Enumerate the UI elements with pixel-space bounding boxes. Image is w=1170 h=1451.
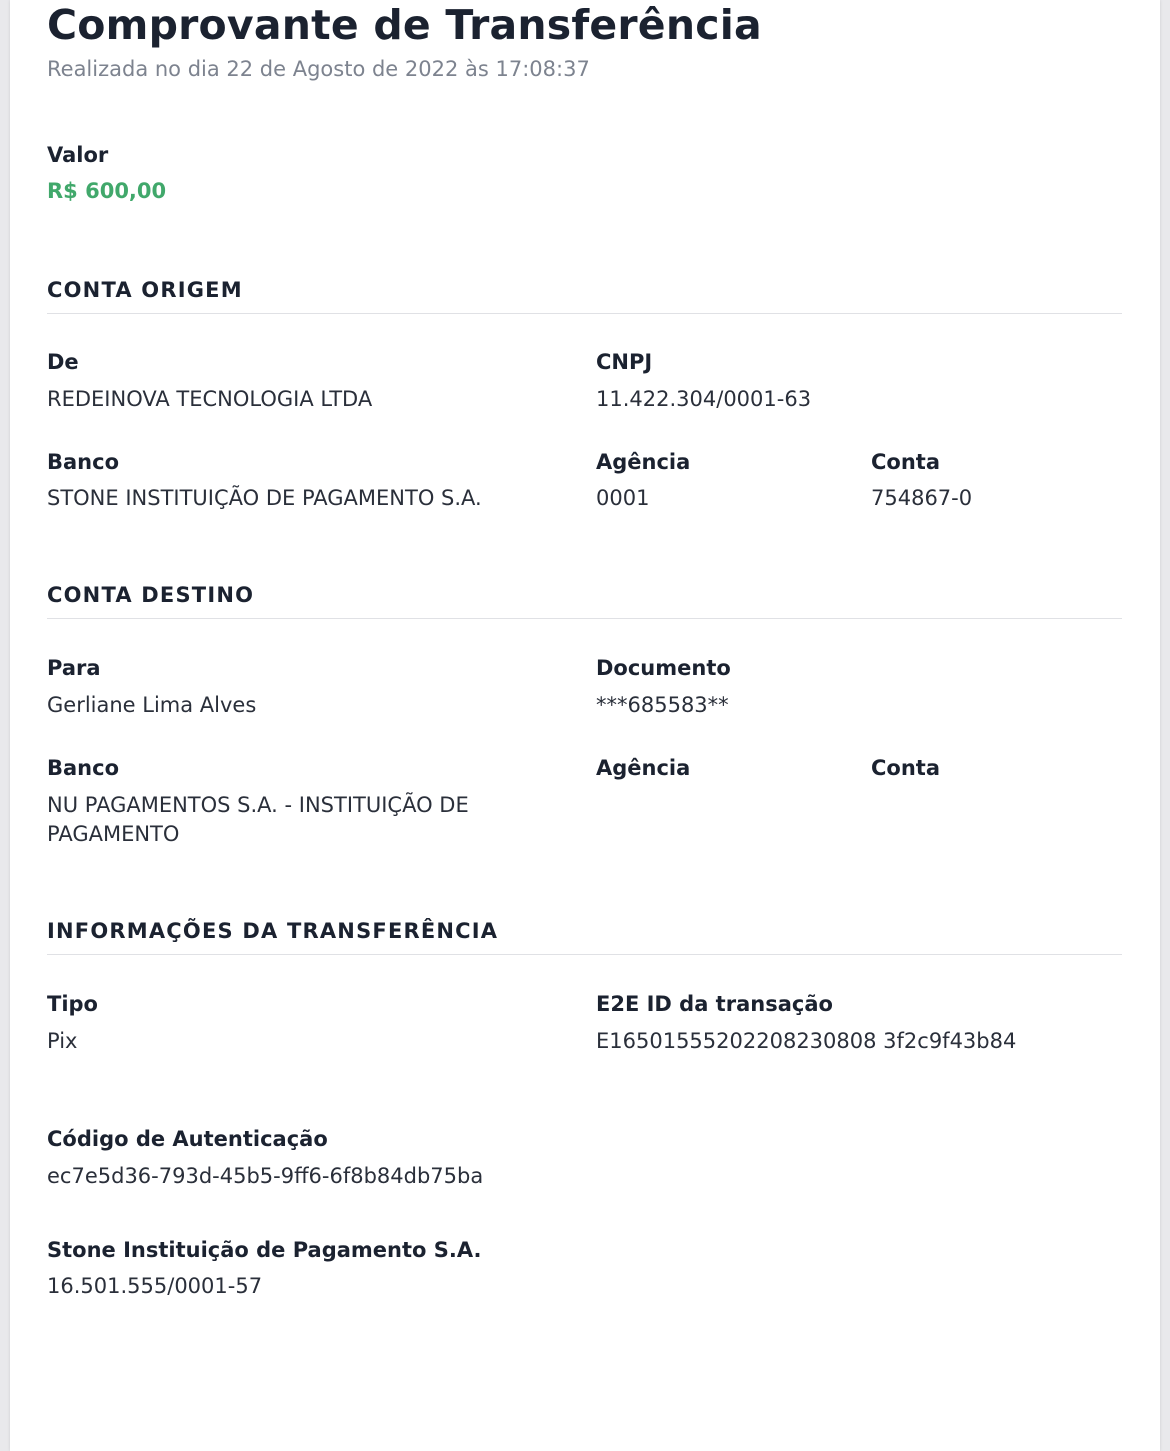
destino-banco-value-line1: NU PAGAMENTOS S.A. - INSTITUIÇÃO DE [47, 793, 469, 817]
destino-documento-value: ***685583** [596, 693, 729, 717]
valor-amount: R$ 600,00 [47, 179, 167, 203]
valor-label: Valor [47, 143, 109, 167]
issuer-name: Stone Instituição de Pagamento S.A. [47, 1238, 482, 1262]
divider [47, 954, 1122, 955]
section-informacoes-transferencia: INFORMAÇÕES DA TRANSFERÊNCIA [47, 919, 499, 943]
origem-cnpj-label: CNPJ [596, 350, 653, 374]
origem-conta-label: Conta [871, 450, 940, 474]
info-e2e-label: E2E ID da transação [596, 992, 833, 1016]
destino-documento-label: Documento [596, 656, 731, 680]
destino-conta-label: Conta [871, 756, 940, 780]
section-conta-origem: CONTA ORIGEM [47, 278, 243, 302]
destino-agencia-label: Agência [596, 756, 691, 780]
divider [47, 618, 1122, 619]
origem-cnpj-value: 11.422.304/0001-63 [596, 387, 812, 411]
origem-de-label: De [47, 350, 79, 374]
origem-de-value: REDEINOVA TECNOLOGIA LTDA [47, 387, 373, 411]
destino-para-value: Gerliane Lima Alves [47, 693, 257, 717]
receipt-page [10, 0, 1160, 1451]
origem-banco-label: Banco [47, 450, 120, 474]
info-tipo-label: Tipo [47, 992, 98, 1016]
info-e2e-value: E16501555202208230808 3f2c9f43b84 [596, 1029, 1017, 1053]
origem-agencia-value: 0001 [596, 486, 650, 510]
info-tipo-value: Pix [47, 1029, 78, 1053]
destino-banco-value-line2: PAGAMENTO [47, 822, 180, 846]
page-title: Comprovante de Transferência [47, 1, 762, 49]
origem-agencia-label: Agência [596, 450, 691, 474]
info-auth-label: Código de Autenticação [47, 1127, 328, 1151]
destino-para-label: Para [47, 656, 101, 680]
destino-banco-label: Banco [47, 756, 120, 780]
divider [47, 313, 1122, 314]
origem-banco-value: STONE INSTITUIÇÃO DE PAGAMENTO S.A. [47, 486, 482, 510]
info-auth-value: ec7e5d36-793d-45b5-9ff6-6f8b84db75ba [47, 1164, 484, 1188]
transfer-datetime: Realizada no dia 22 de Agosto de 2022 às 17:08:37 [47, 57, 590, 81]
section-conta-destino: CONTA DESTINO [47, 583, 255, 607]
issuer-cnpj: 16.501.555/0001-57 [47, 1274, 263, 1298]
origem-conta-value: 754867-0 [871, 486, 973, 510]
